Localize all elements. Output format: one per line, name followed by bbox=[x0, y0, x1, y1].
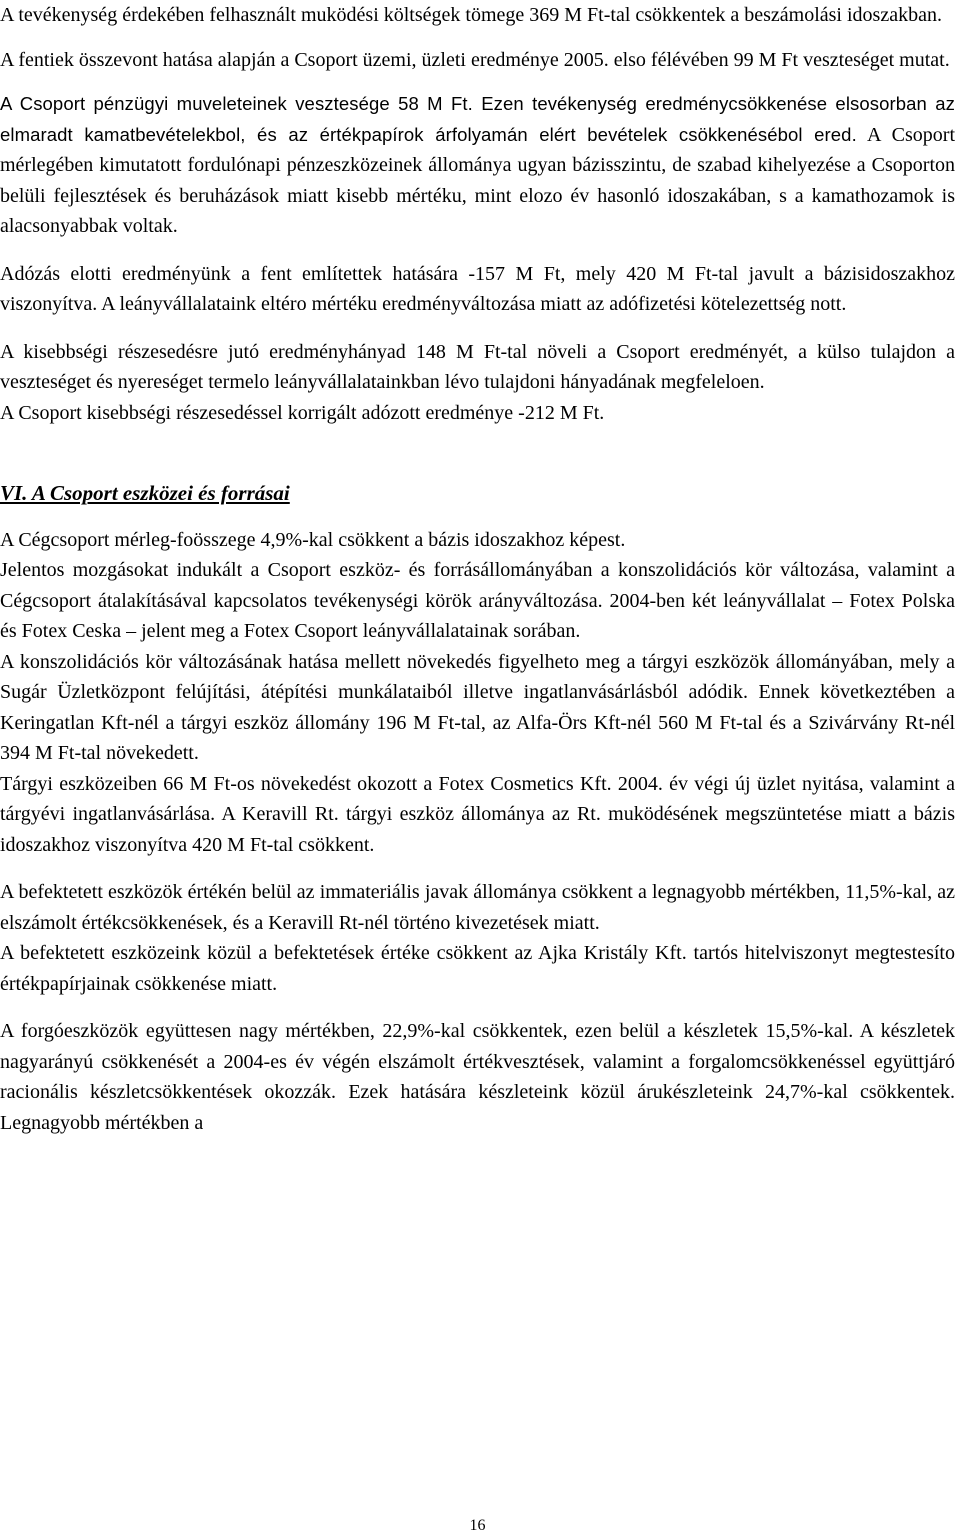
paragraph-tangible-changes: Tárgyi eszközeiben 66 M Ft-os növekedést okozott a Fotex Cosmetics Kft. 2004. év végi új üzlet nyitása, valamint a tárgyévi ingatlanvásárlása. A Keravill Rt. tárgyi eszköz állománya az Rt. muködésének megszüntetése miatt a bázis idoszakhoz viszonyítva 420 M Ft-tal csökkent. bbox=[0, 772, 955, 856]
paragraph-investments: A befektetett eszközeink közül a befektetések értéke csökkent az Ajka Kristály Kft. tartós hitelviszonyt megtestesíto értékpapírjainak csökkenése miatt. bbox=[0, 942, 955, 995]
paragraph-pretax-result: Adózás elotti eredményünk a fent említettek hatására -157 M Ft, mely 420 M Ft-tal javult a bázisidoszakhoz viszonyítva. A leányvállalataink eltéro mértéku eredményváltozása miatt az adófizetési kötelezettség nott. bbox=[0, 262, 955, 315]
section-heading: VI. A Csoport eszközei és forrásai bbox=[0, 481, 290, 505]
paragraph-balance-total: A Cégcsoport mérleg-foösszege 4,9%-kal csökkent a bázis idoszakhoz képest. bbox=[0, 528, 626, 551]
paragraph-operating-costs: A tevékenység érdekében felhasznált muködési költségek tömege 369 M Ft-tal csökkentek a beszámolási idoszakban. bbox=[0, 4, 942, 26]
paragraph-operating-result: A fentiek összevont hatása alapján a Csoport üzemi, üzleti eredménye 2005. elso félévében 99 M Ft veszteséget mutat. bbox=[0, 48, 950, 71]
paragraph-consolidation-change: Jelentos mozgásokat indukált a Csoport eszköz- és forrásállományában a konszolidációs kör változása, valamint a Cégcsoport átalakításával kapcsolatos tevékenységi körök arányváltozása. 2004-ben két leányvállalat – Fotex Polska és Fotex Ceska – jelent meg a Fotex Csoport leányvállalatainak sorában. bbox=[0, 559, 955, 642]
page-number: 16 bbox=[469, 1517, 486, 1534]
paragraph-tangible-assets: A konszolidációs kör változásának hatása mellett növekedés figyelheto meg a tárgyi eszközök állományában, mely a Sugár Üzletközpont felújítási, átépítési munkálataiból illetve ingatlanvásárlásból adódik. Ennek következtében a Keringatlan Kft-nél a tárgyi eszköz állomány 196 M Ft-tal, az Alfa-Örs Kft-nél 560 M Ft-tal és a Szivárvány Rt-nél 394 M Ft-tal növekedett. bbox=[0, 650, 955, 764]
paragraph-minority-share: A kisebbségi részesedésre jutó eredményhányad 148 M Ft-tal növeli a Csoport eredményét, a külso tulajdon a veszteséget és nyereséget termelo leányvállalatainkban lévo tulajdoni hányadának megfeleloen. bbox=[0, 340, 955, 393]
paragraph-financial-operations-part2: A Csoport mérlegében kimutatott fordulónapi pénzeszközeinek állománya ugyan bázisszintu, de szabad kihelyezése a Csoporton belüli fejlesztések és beruházások miatt kisebb mértéku, mint elozo év hasonló idoszakában, s a kamathozamok is alacsonyabbak voltak. bbox=[0, 123, 956, 237]
paragraph-adjusted-result: A Csoport kisebbségi részesedéssel korrigált adózott eredménye -212 M Ft. bbox=[0, 401, 605, 424]
paragraph-financial-operations-part1: A Csoport pénzügyi muveleteinek vesztesége 58 M Ft. Ezen tevékenység eredménycsökkenése elsosorban az elmaradt kamatbevételekbol, és az értékpapírok árfolyamán elért bevételek csökkenésébol ered. bbox=[0, 93, 955, 145]
paragraph-financial-operations bbox=[0, 89, 955, 242]
paragraph-intangible-assets: A befektetett eszközök értékén belül az immateriális javak állománya csökkent a legnagyobb mértékben, 11,5%-kal, az elszámolt értékcsökkenések, és a Keravill Rt-nél történo kivezetések miatt. bbox=[0, 881, 955, 934]
paragraph-current-assets: A forgóeszközök együttesen nagy mértékben, 22,9%-kal csökkentek, ezen belül a készletek 15,5%-kal. A készletek nagyarányú csökkenését a 2004-es év végén elszámolt értékvesztések, valamint a forgalomcsökkenéssel együttjáró racionális készletcsökkentések okozzák. Ezek hatására készleteink közül árukészleteink 24,7%-kal csökkentek. Legnagyobb mértékben a bbox=[0, 1020, 955, 1134]
